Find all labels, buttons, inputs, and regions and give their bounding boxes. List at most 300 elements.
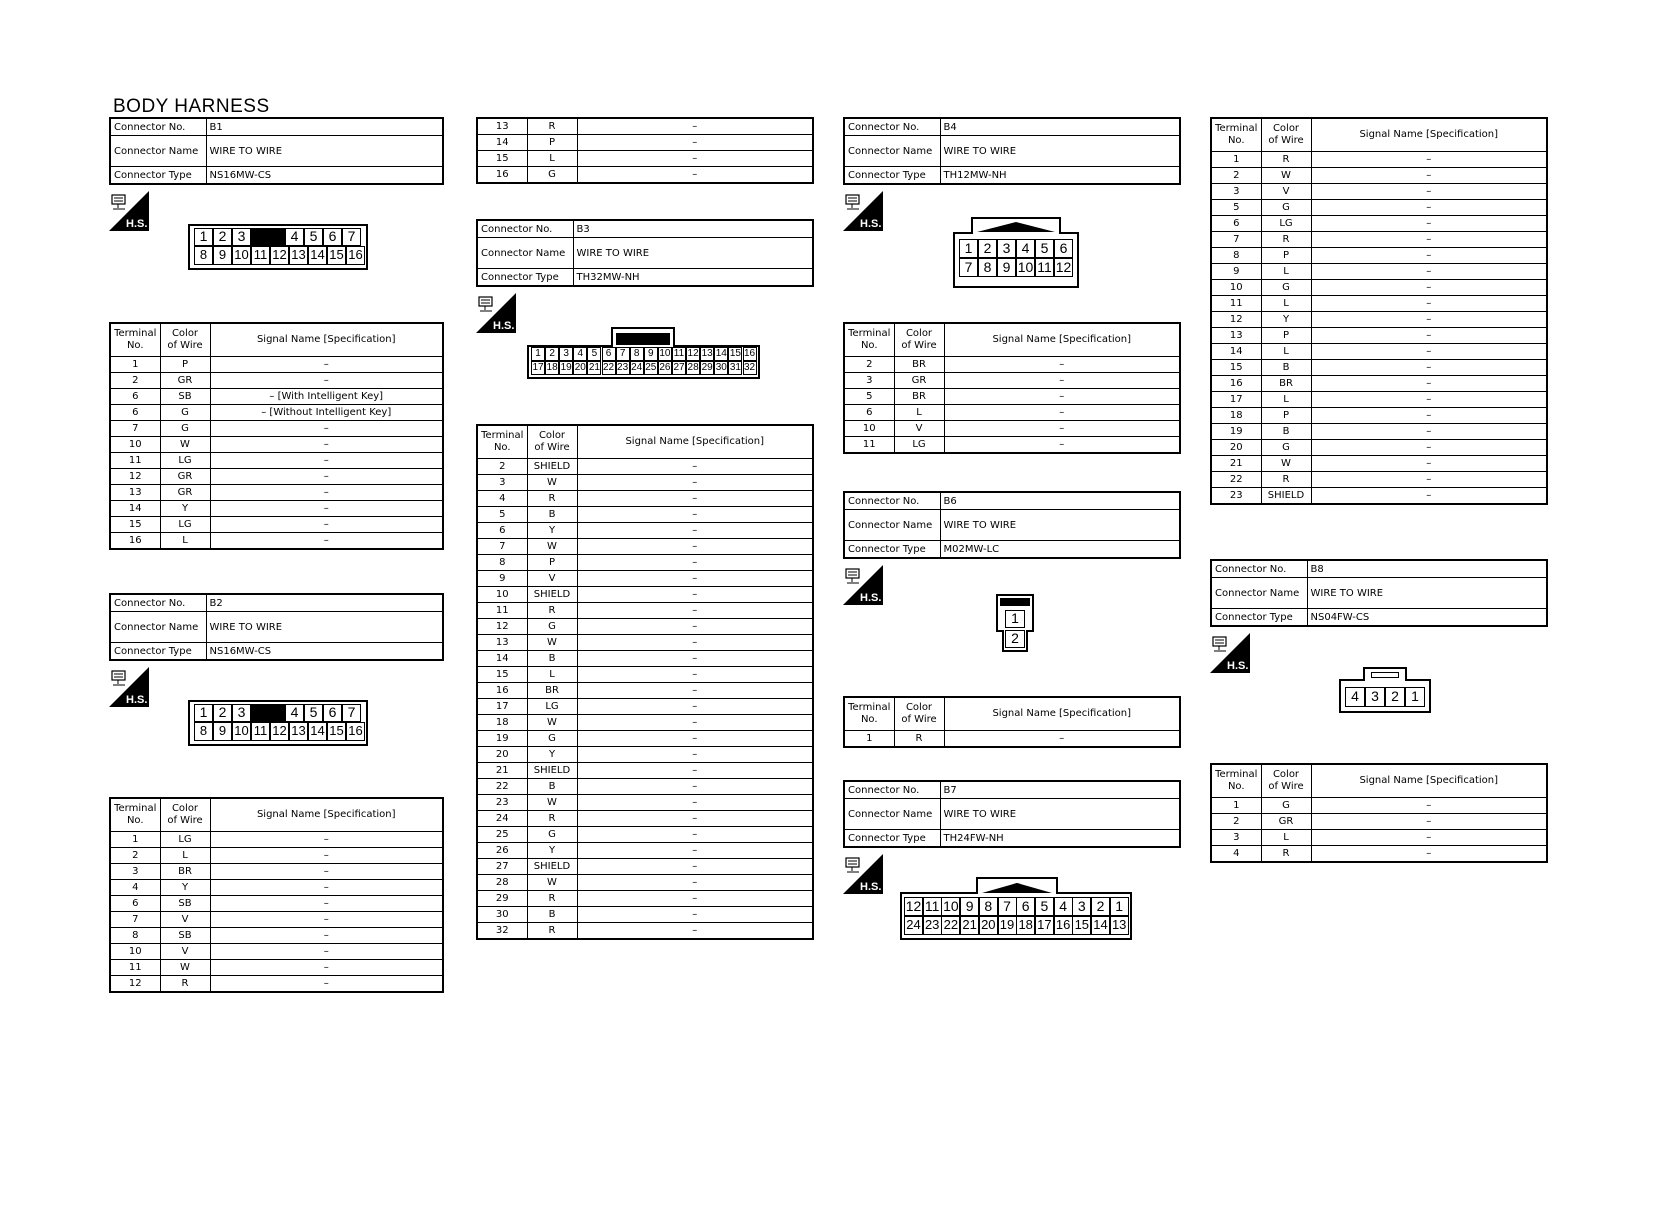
signal-name: – xyxy=(210,357,443,373)
signal-name: – xyxy=(577,523,813,539)
pin: 4 xyxy=(285,704,304,722)
wire-color: V xyxy=(160,944,210,960)
table-row xyxy=(110,405,443,421)
pin: 19 xyxy=(560,362,572,373)
hs-icon xyxy=(843,191,883,231)
wire-color: Y xyxy=(527,523,577,539)
wire-color: L xyxy=(1261,264,1311,280)
table-row xyxy=(477,523,813,539)
wire-color: BR xyxy=(894,389,944,405)
terminal-no: 12 xyxy=(1211,312,1261,328)
table-row xyxy=(477,491,813,507)
wire-color: P xyxy=(527,555,577,571)
connector-no-value: B3 xyxy=(573,220,813,238)
hs-icon xyxy=(476,293,516,333)
table-row xyxy=(1211,456,1547,472)
hs-icon xyxy=(843,565,883,605)
table-row xyxy=(477,843,813,859)
connector-name-label: Connector Name xyxy=(844,510,940,541)
signal-name: – xyxy=(577,491,813,507)
terminal-no-header: Terminal No. xyxy=(110,323,160,357)
table-row xyxy=(110,373,443,389)
wire-color: V xyxy=(160,912,210,928)
connector-type-value: TH12MW-NH xyxy=(940,167,1180,185)
table-header xyxy=(477,425,813,459)
terminal-table-b6 xyxy=(843,696,1181,748)
table-row xyxy=(110,944,443,960)
pin: 1 xyxy=(194,228,213,246)
signal-name: – xyxy=(1311,248,1547,264)
connector-type-label: Connector Type xyxy=(1211,609,1307,627)
pin-blank xyxy=(251,704,285,722)
terminal-no: 23 xyxy=(1211,488,1261,505)
table-header xyxy=(110,798,443,832)
terminal-no: 22 xyxy=(477,779,527,795)
pin: 6 xyxy=(602,347,616,361)
wire-color: SB xyxy=(160,928,210,944)
wire-color: W xyxy=(1261,168,1311,184)
wire-color: L xyxy=(1261,296,1311,312)
table-row xyxy=(477,118,813,135)
pin: 1 xyxy=(531,347,545,361)
pin: 11 xyxy=(1035,258,1054,277)
signal-name: – xyxy=(210,373,443,389)
wire-color: LG xyxy=(1261,216,1311,232)
pin: 16 xyxy=(1054,916,1073,935)
terminal-no: 1 xyxy=(110,832,160,848)
wire-color: GR xyxy=(160,485,210,501)
terminal-table xyxy=(476,117,814,184)
pin: 4 xyxy=(573,347,587,361)
pin: 4 xyxy=(1345,687,1365,707)
connector-no-value: B4 xyxy=(940,118,1180,136)
table-row xyxy=(1211,440,1547,456)
wire-color: SHIELD xyxy=(527,859,577,875)
table-row xyxy=(844,357,1180,373)
terminal-no: 10 xyxy=(844,421,894,437)
table-row xyxy=(477,763,813,779)
terminal-no: 7 xyxy=(110,912,160,928)
svg-text:H.S.: H.S. xyxy=(860,592,882,604)
pin: 8 xyxy=(630,347,644,361)
color-of-wire-header: Color of Wire xyxy=(1261,764,1311,798)
terminal-no: 1 xyxy=(110,357,160,373)
pin: 21 xyxy=(588,362,600,373)
table-row xyxy=(1211,232,1547,248)
terminal-no: 1 xyxy=(1211,152,1261,168)
signal-name: – xyxy=(577,699,813,715)
table-header xyxy=(844,697,1180,731)
connector-no-value: B1 xyxy=(206,118,443,136)
terminal-no: 11 xyxy=(110,453,160,469)
signal-name: – xyxy=(577,715,813,731)
connector-info-b7 xyxy=(843,780,1181,848)
signal-name: – xyxy=(577,587,813,603)
wire-color: G xyxy=(1261,798,1311,814)
table-row xyxy=(477,747,813,763)
terminal-no-header: Terminal No. xyxy=(1211,764,1261,798)
connector-info-table xyxy=(109,593,444,661)
pin: 25 xyxy=(645,362,657,373)
signal-name: – xyxy=(944,731,1180,748)
table-row xyxy=(477,151,813,167)
pin: 15 xyxy=(327,246,346,265)
pin: 9 xyxy=(213,246,232,265)
connector-type-label: Connector Type xyxy=(844,541,940,559)
pin: 7 xyxy=(998,897,1017,916)
wire-color: R xyxy=(527,491,577,507)
signal-name: – xyxy=(1311,184,1547,200)
signal-name: – xyxy=(944,437,1180,454)
signal-name: – xyxy=(577,651,813,667)
pin: 11 xyxy=(251,722,270,741)
color-of-wire-header: Color of Wire xyxy=(1261,118,1311,152)
table-row xyxy=(477,731,813,747)
connector-info-b4 xyxy=(843,117,1181,185)
table-row xyxy=(1211,200,1547,216)
wire-color: G xyxy=(527,731,577,747)
table-row xyxy=(477,135,813,151)
wire-color: LG xyxy=(894,437,944,454)
wire-color: GR xyxy=(160,373,210,389)
terminal-no: 13 xyxy=(110,485,160,501)
wire-color: L xyxy=(160,533,210,550)
connector-type-value: NS16MW-CS xyxy=(206,643,443,661)
pin: 12 xyxy=(270,722,289,741)
pin: 1 xyxy=(194,704,213,722)
connector-name-value: WIRE TO WIRE xyxy=(206,612,443,643)
signal-name: – xyxy=(1311,360,1547,376)
pin: 27 xyxy=(673,362,685,373)
table-row xyxy=(1211,472,1547,488)
pin: 26 xyxy=(659,362,671,373)
table-row xyxy=(1211,168,1547,184)
table-row xyxy=(1211,328,1547,344)
terminal-no: 14 xyxy=(477,135,527,151)
pin: 16 xyxy=(346,722,365,741)
pin: 8 xyxy=(194,722,213,741)
connector-type-label: Connector Type xyxy=(844,830,940,848)
table-header xyxy=(844,323,1180,357)
signal-name: – xyxy=(210,421,443,437)
terminal-no: 6 xyxy=(110,896,160,912)
table-row xyxy=(110,421,443,437)
terminal-no: 11 xyxy=(110,960,160,976)
pin: 23 xyxy=(617,362,629,373)
pin: 18 xyxy=(546,362,558,373)
wire-color: R xyxy=(894,731,944,748)
connector-name-value: WIRE TO WIRE xyxy=(940,510,1180,541)
table-row xyxy=(110,469,443,485)
signal-name: – xyxy=(210,976,443,993)
terminal-table-b1 xyxy=(109,322,444,550)
terminal-no: 16 xyxy=(1211,376,1261,392)
color-of-wire-header: Color of Wire xyxy=(527,425,577,459)
wire-color: LG xyxy=(160,453,210,469)
terminal-no: 8 xyxy=(110,928,160,944)
table-row xyxy=(477,923,813,940)
terminal-table xyxy=(843,696,1181,748)
connector-name-label: Connector Name xyxy=(110,136,206,167)
svg-text:H.S.: H.S. xyxy=(126,218,148,230)
signal-name: – xyxy=(210,832,443,848)
pin: 14 xyxy=(308,722,327,741)
signal-name: – xyxy=(577,603,813,619)
wire-color: R xyxy=(527,811,577,827)
hs-icon xyxy=(109,667,149,707)
connector-name-value: WIRE TO WIRE xyxy=(1307,578,1547,609)
pin: 5 xyxy=(304,704,323,722)
connector-info-table xyxy=(1210,559,1548,627)
connector-info-b8 xyxy=(1210,559,1548,627)
terminal-no: 4 xyxy=(477,491,527,507)
table-row xyxy=(844,389,1180,405)
signal-name: – xyxy=(1311,798,1547,814)
signal-name: – xyxy=(577,475,813,491)
pin: 12 xyxy=(687,348,699,359)
signal-name: – xyxy=(577,875,813,891)
table-row xyxy=(477,619,813,635)
wire-color: W xyxy=(527,539,577,555)
wire-color: G xyxy=(527,619,577,635)
signal-name: – xyxy=(1311,232,1547,248)
table-row xyxy=(477,475,813,491)
terminal-table xyxy=(1210,763,1548,863)
signal-name: – xyxy=(1311,200,1547,216)
signal-name: – xyxy=(1311,440,1547,456)
signal-name: – xyxy=(1311,376,1547,392)
pin: 15 xyxy=(1072,916,1091,935)
pin: 10 xyxy=(232,722,251,741)
connector-no-value: B8 xyxy=(1307,560,1547,578)
terminal-no: 10 xyxy=(110,437,160,453)
wire-color: G xyxy=(1261,200,1311,216)
pin: 6 xyxy=(1016,897,1035,916)
terminal-no: 12 xyxy=(110,469,160,485)
signal-name-header: Signal Name [Specification] xyxy=(944,323,1180,357)
terminal-no: 17 xyxy=(477,699,527,715)
connector-no-value: B2 xyxy=(206,594,443,612)
page-title: BODY HARNESS xyxy=(113,96,270,117)
pin: 4 xyxy=(1016,239,1035,258)
signal-name: – xyxy=(210,896,443,912)
connector-no-label: Connector No. xyxy=(844,781,940,799)
color-of-wire-header: Color of Wire xyxy=(894,323,944,357)
signal-name-header: Signal Name [Specification] xyxy=(210,323,443,357)
wire-color: Y xyxy=(160,501,210,517)
terminal-no: 9 xyxy=(1211,264,1261,280)
pin: 6 xyxy=(323,704,342,722)
wire-color: G xyxy=(1261,440,1311,456)
signal-name: – xyxy=(577,683,813,699)
table-row xyxy=(477,875,813,891)
connector-name-value: WIRE TO WIRE xyxy=(940,799,1180,830)
terminal-no: 25 xyxy=(477,827,527,843)
signal-name: – xyxy=(210,453,443,469)
signal-name: – xyxy=(577,763,813,779)
wire-color: V xyxy=(527,571,577,587)
wire-color: P xyxy=(1261,408,1311,424)
table-row xyxy=(477,459,813,475)
wire-color: P xyxy=(1261,328,1311,344)
terminal-no: 22 xyxy=(1211,472,1261,488)
table-row xyxy=(1211,408,1547,424)
signal-name: – xyxy=(210,437,443,453)
signal-name: – xyxy=(577,795,813,811)
terminal-table-b2 xyxy=(109,797,444,993)
table-row xyxy=(110,485,443,501)
signal-name: – xyxy=(1311,344,1547,360)
signal-name: – xyxy=(1311,408,1547,424)
terminal-no: 26 xyxy=(477,843,527,859)
signal-name-header: Signal Name [Specification] xyxy=(1311,118,1547,152)
pin: 1 xyxy=(1405,687,1425,707)
terminal-table xyxy=(1210,117,1548,505)
connector-info-b3 xyxy=(476,219,814,287)
pin: 3 xyxy=(1072,897,1091,916)
terminal-no-header: Terminal No. xyxy=(844,697,894,731)
terminal-no: 12 xyxy=(477,619,527,635)
connector-no-label: Connector No. xyxy=(1211,560,1307,578)
terminal-no: 21 xyxy=(477,763,527,779)
wire-color: W xyxy=(527,875,577,891)
pin: 9 xyxy=(213,722,232,741)
wire-color: P xyxy=(1261,248,1311,264)
terminal-no-header: Terminal No. xyxy=(844,323,894,357)
terminal-no: 7 xyxy=(110,421,160,437)
pin: 18 xyxy=(1016,916,1035,935)
table-row xyxy=(110,389,443,405)
connector-type-value: NS04FW-CS xyxy=(1307,609,1547,627)
signal-name: – xyxy=(944,421,1180,437)
svg-text:H.S.: H.S. xyxy=(860,218,882,230)
pin: 22 xyxy=(602,362,615,373)
signal-name: – xyxy=(210,944,443,960)
signal-name-header: Signal Name [Specification] xyxy=(577,425,813,459)
terminal-no: 1 xyxy=(844,731,894,748)
svg-text:H.S.: H.S. xyxy=(1227,660,1249,672)
signal-name: – xyxy=(577,118,813,135)
signal-name: – [With Intelligent Key] xyxy=(210,389,443,405)
signal-name: – xyxy=(210,912,443,928)
signal-name: – xyxy=(577,779,813,795)
pin: 1 xyxy=(1005,610,1025,628)
table-row xyxy=(110,928,443,944)
table-row xyxy=(477,507,813,523)
wire-color: BR xyxy=(894,357,944,373)
connector-name-value: WIRE TO WIRE xyxy=(573,238,813,269)
wire-color: SHIELD xyxy=(527,587,577,603)
pin: 5 xyxy=(304,228,323,246)
connector-info-table xyxy=(843,780,1181,848)
terminal-table-b4 xyxy=(843,322,1181,454)
wire-color: L xyxy=(1261,830,1311,846)
terminal-table-b7 xyxy=(1210,117,1548,505)
terminal-no: 11 xyxy=(477,603,527,619)
table-row xyxy=(1211,424,1547,440)
terminal-no: 7 xyxy=(477,539,527,555)
terminal-no: 19 xyxy=(1211,424,1261,440)
table-row xyxy=(477,891,813,907)
terminal-no: 19 xyxy=(477,731,527,747)
wire-color: L xyxy=(1261,392,1311,408)
pin: 2 xyxy=(545,347,559,361)
table-row xyxy=(1211,344,1547,360)
pin: 8 xyxy=(979,897,998,916)
wire-color: G xyxy=(527,827,577,843)
terminal-no: 2 xyxy=(110,848,160,864)
pin: 15 xyxy=(327,722,346,741)
wire-color: R xyxy=(527,603,577,619)
wire-color: R xyxy=(527,891,577,907)
wire-color: R xyxy=(1261,846,1311,863)
table-header xyxy=(110,323,443,357)
pin: 10 xyxy=(1017,259,1034,275)
table-row xyxy=(1211,184,1547,200)
pin: 32 xyxy=(743,362,756,373)
pin: 2 xyxy=(1005,630,1025,648)
table-row xyxy=(110,976,443,993)
terminal-no: 4 xyxy=(1211,846,1261,863)
wire-color: R xyxy=(1261,472,1311,488)
pin: 20 xyxy=(979,916,998,935)
pin: 7 xyxy=(959,258,978,277)
table-row xyxy=(110,912,443,928)
pin: 23 xyxy=(923,916,942,935)
signal-name: – xyxy=(1311,472,1547,488)
connector-info-b6 xyxy=(843,491,1181,559)
wire-color: GR xyxy=(894,373,944,389)
terminal-no: 13 xyxy=(477,635,527,651)
terminal-no: 15 xyxy=(1211,360,1261,376)
signal-name: – xyxy=(577,135,813,151)
pin: 14 xyxy=(1091,916,1110,935)
signal-name: – xyxy=(1311,168,1547,184)
table-row xyxy=(110,437,443,453)
terminal-no: 2 xyxy=(110,373,160,389)
table-row xyxy=(477,779,813,795)
terminal-no-header: Terminal No. xyxy=(110,798,160,832)
terminal-no: 6 xyxy=(844,405,894,421)
terminal-no: 20 xyxy=(477,747,527,763)
terminal-no: 2 xyxy=(1211,168,1261,184)
terminal-no: 3 xyxy=(477,475,527,491)
connector-no-value: B7 xyxy=(940,781,1180,799)
connector-type-label: Connector Type xyxy=(844,167,940,185)
wire-color: B xyxy=(527,907,577,923)
pin: 9 xyxy=(960,897,979,916)
terminal-no: 30 xyxy=(477,907,527,923)
table-row xyxy=(1211,216,1547,232)
connector-top-bar xyxy=(1000,598,1030,606)
signal-name: – xyxy=(577,891,813,907)
wire-color: SHIELD xyxy=(527,763,577,779)
pin: 6 xyxy=(323,228,342,246)
wire-color: P xyxy=(160,357,210,373)
wire-color: R xyxy=(1261,152,1311,168)
connector-info-b2 xyxy=(109,593,444,661)
signal-name-header: Signal Name [Specification] xyxy=(1311,764,1547,798)
table-row xyxy=(110,848,443,864)
terminal-no: 14 xyxy=(477,651,527,667)
svg-text:H.S.: H.S. xyxy=(860,881,882,893)
terminal-no: 4 xyxy=(110,880,160,896)
wire-color: V xyxy=(1261,184,1311,200)
connector-no-label: Connector No. xyxy=(477,220,573,238)
svg-text:H.S.: H.S. xyxy=(493,320,515,332)
signal-name: – xyxy=(210,928,443,944)
wire-color: R xyxy=(527,923,577,940)
